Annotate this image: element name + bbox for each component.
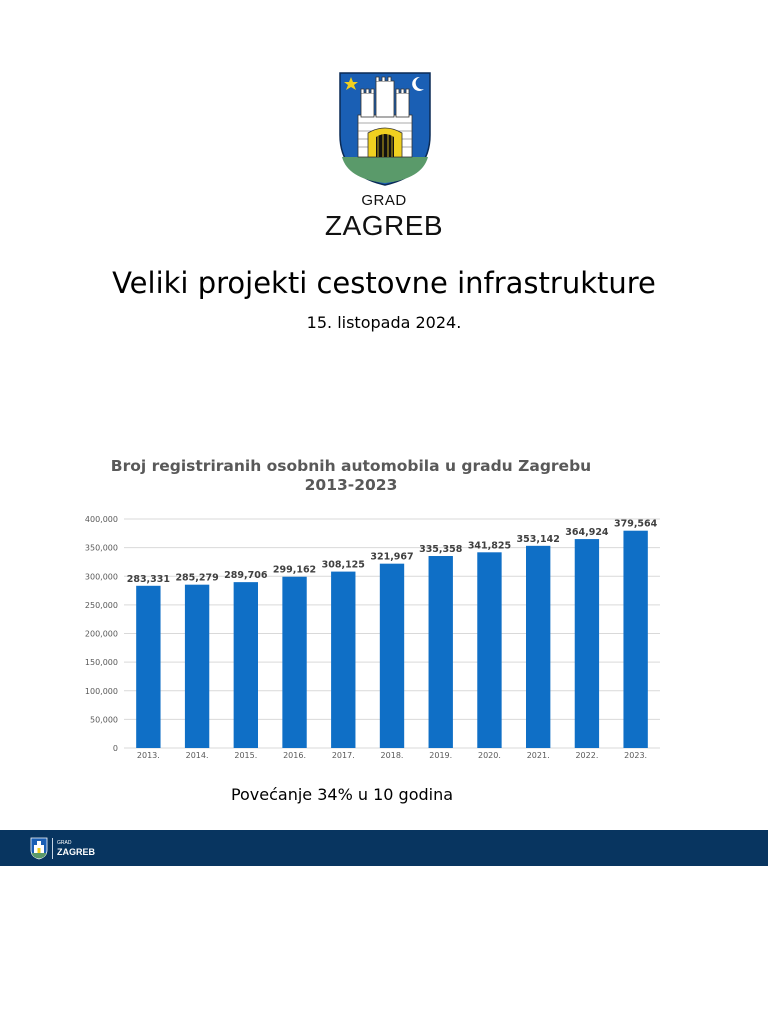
x-tick-label: 2013. [136,751,160,760]
bar-chart [60,505,680,765]
y-tick-label: 50,000 [90,715,118,725]
bar [234,582,258,748]
data-label: 285,279 [175,572,219,584]
chart-title: Broj registriranih osobnih automobila u gradu Zagrebu 2013-2023 [110,457,592,494]
data-label: 321,967 [370,551,414,563]
x-tick-label: 2018. [380,751,404,760]
bar [282,577,306,748]
x-tick-label: 2022. [575,751,599,760]
zagreb-coat-of-arms-icon [338,71,432,187]
data-label: 299,162 [272,564,317,576]
bar [429,556,453,748]
bar [380,564,404,748]
x-tick-label: 2016. [283,751,306,760]
footer-logo-grad-text: GRAD [57,840,72,846]
bar [575,539,599,748]
y-tick-label: 250,000 [84,600,118,610]
data-label: 379,564 [613,518,658,530]
x-tick-label: 2023. [624,751,648,760]
footer-coat-of-arms-icon [30,837,48,860]
y-tick-label: 200,000 [84,629,118,639]
slide-title: Veliki projekti cestovne infrastrukture [112,266,656,300]
x-tick-label: 2019. [429,751,453,760]
chart-slide [0,430,768,866]
bar [136,586,160,748]
y-tick-label: 350,000 [84,543,118,553]
y-tick-label: 0 [112,744,118,753]
footer-separator [52,838,53,859]
bar [623,531,647,748]
bar [526,546,550,748]
bar [477,552,501,748]
logo-grad-text: GRAD [361,192,407,209]
x-tick-label: 2014. [185,751,209,760]
footer-bar [0,830,768,866]
slide-date: 15. listopada 2024. [306,313,462,332]
bar [185,585,209,748]
data-label: 289,706 [224,570,268,582]
logo-zagreb-text: ZAGREB [324,210,444,241]
y-tick-label: 150,000 [84,658,118,668]
bar [331,572,355,748]
chart-caption: Povećanje 34% u 10 godina [230,785,454,804]
data-label: 335,358 [419,544,463,556]
x-tick-label: 2020. [478,751,501,760]
data-label: 283,331 [126,573,171,585]
y-tick-label: 400,000 [84,515,118,524]
footer-logo-zagreb-text: ZAGREB [57,847,95,857]
x-tick-label: 2015. [234,751,258,760]
data-label: 341,825 [467,540,512,552]
data-label: 308,125 [321,559,365,571]
data-label: 364,924 [565,527,609,539]
y-tick-label: 100,000 [84,686,118,696]
x-tick-label: 2021. [526,751,550,760]
x-tick-label: 2017. [331,751,355,760]
y-tick-label: 300,000 [84,572,118,582]
title-slide [0,0,768,430]
data-label: 353,142 [516,533,560,545]
